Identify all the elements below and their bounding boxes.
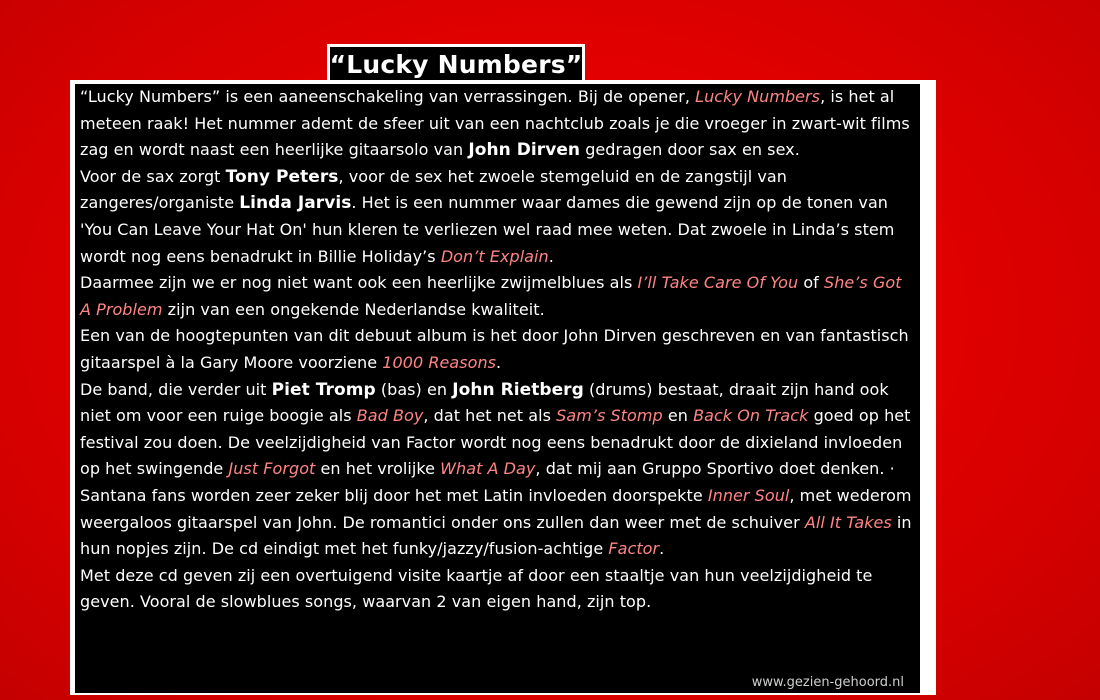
paragraph-text: Santana fans worden zeer zeker blij door het met Latin invloeden doorspekte (80, 485, 708, 505)
article-title-tab (327, 44, 585, 82)
paragraph-text: . Het is een nummer waar dames die gewend zijn op de tonen van 'You Can Leave Your Hat On' hun kleren te verliezen wel raad mee weten. Dat zwoele in Linda’s stem wordt nog eens benadrukt in Billie Holiday’s (80, 193, 895, 266)
song-title: Factor (608, 539, 660, 559)
review-text (80, 84, 915, 616)
song-title: She’s Got A Problem (80, 273, 902, 319)
musician-name: Linda Jarvis (239, 193, 352, 214)
song-title: Inner Soul (707, 485, 790, 505)
paragraph-text: goed op het festival zou doen. De veelzijdigheid van Factor wordt nog eens benadrukt door de dixieland invloeden op het swingende (80, 406, 911, 479)
paragraph-text: (drums) bestaat, draait zijn hand ook niet om voor een ruige boogie als (80, 379, 889, 426)
paragraph-text: Daarmee zijn we er nog niet want ook een heerlijke zwijmelblues als (80, 273, 638, 293)
review-paragraph (80, 84, 915, 164)
paragraph-text: , dat het net als (423, 406, 557, 426)
paragraph-text: en het vrolijke (315, 459, 441, 479)
paragraph-text: De band, die verder uit (80, 379, 272, 399)
review-paragraph (80, 164, 915, 270)
paragraph-text: “Lucky Numbers” is een aaneenschakeling van verrassingen. Bij de opener, (80, 87, 696, 106)
musician-name: Tony Peters (225, 166, 339, 187)
song-title: Lucky Numbers (695, 87, 821, 106)
paragraph-text: of (798, 273, 824, 293)
paragraph-text: Met deze cd geven zij een overtuigend visite kaartje af door een staaltje van hun veelzijdigheid te geven. Vooral de slowblues songs, waarvan 2 van eigen hand, zijn top. (80, 565, 873, 612)
paragraph-text: Voor de sax zorgt (80, 166, 226, 186)
review-paragraph (80, 270, 915, 323)
review-panel (75, 84, 920, 693)
musician-name: Piet Tromp (271, 379, 376, 400)
paragraph-text: en (662, 406, 694, 426)
article-title: “Lucky Numbers” (329, 50, 583, 79)
paragraph-text: . (659, 539, 665, 559)
paragraph-text: . (496, 352, 502, 372)
song-title: Bad Boy (356, 406, 424, 426)
paragraph-text: , met wederom weergaloos gitaarspel van John. De romantici onder ons zullen dan weer met de schuiver (80, 485, 912, 532)
review-paragraph (80, 377, 915, 483)
paragraph-text: Een van de hoogtepunten van dit debuut album is het door John Dirven geschreven en van fantastisch gitaarspel à la Gary Moore voorziene (80, 326, 909, 372)
paragraph-text: , voor de sex het zwoele stemgeluid en de zangstijl van zangeres/organiste (80, 166, 787, 213)
paragraph-text: gedragen door sax en sex. (580, 140, 800, 160)
source-credit: www.gezien-gehoord.nl (751, 675, 904, 690)
song-title: 1000 Reasons (382, 352, 497, 372)
paragraph-text: , is het al meteen raak! Het nummer ademt de sfeer uit van een nachtclub zoals je die vroeger in zwart-wit films zag en wordt naast een heerlijke gitaarsolo van (80, 87, 910, 160)
paragraph-text: . (548, 246, 554, 266)
paragraph-text: zijn van een ongekende Nederlandse kwaliteit. (162, 299, 545, 319)
review-paragraph (80, 483, 915, 563)
song-title: Don’t Explain (440, 246, 549, 266)
song-title: I’ll Take Care Of You (637, 273, 799, 293)
song-title: Back On Track (693, 406, 809, 426)
paragraph-text: (bas) en (375, 379, 453, 399)
musician-name: John Dirven (468, 140, 581, 161)
review-paragraph (80, 323, 915, 376)
song-title: Just Forgot (228, 459, 316, 479)
musician-name: John Rietberg (452, 379, 584, 400)
song-title: Sam’s Stomp (556, 406, 663, 426)
song-title: What A Day (440, 459, 536, 479)
song-title: All It Takes (804, 512, 892, 532)
paragraph-text: in hun nopjes zijn. De cd eindigt met het funky/jazzy/fusion-achtige (80, 512, 912, 559)
review-paragraph (80, 563, 915, 616)
paragraph-text: , dat mij aan Gruppo Sportivo doet denken. · (535, 459, 895, 479)
